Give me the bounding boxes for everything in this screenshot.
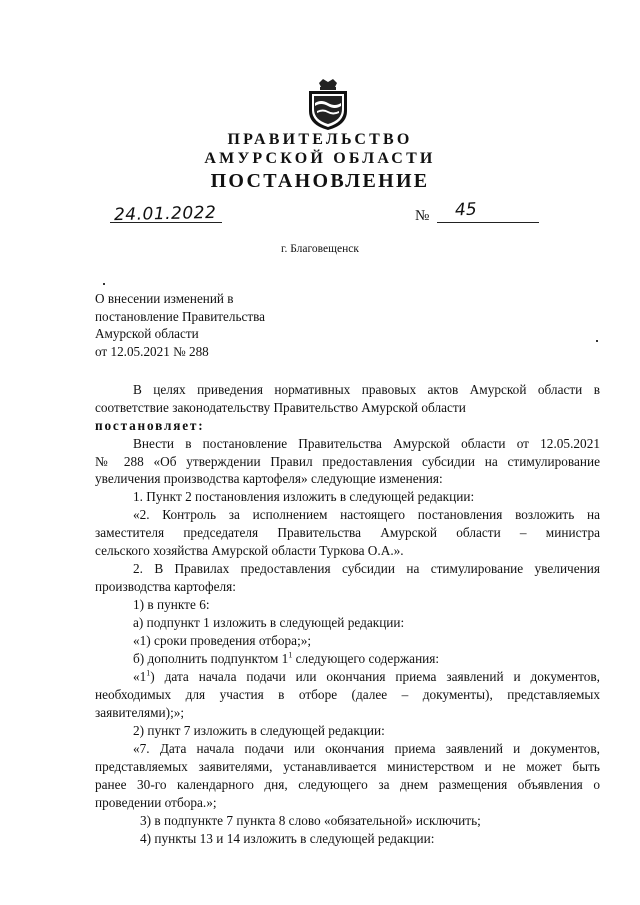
body-line: ранее 30-го календарного дня, следующего за днем размещения объявления о xyxy=(95,777,600,792)
body-line: 2) пункт 7 изложить в следующей редакции: xyxy=(133,723,385,738)
subject-line: Амурской области xyxy=(95,326,199,341)
body-line: необходимых для участия в отборе (далее – документы), представляемых xyxy=(95,687,600,702)
body-line: соответствие законодательству Правительство Амурской области xyxy=(95,400,466,415)
document-subject xyxy=(95,290,265,360)
body-line: 1. Пункт 2 постановления изложить в следующей редакции: xyxy=(133,489,475,504)
body-line: 2. В Правилах предоставления субсидии на стимулирование увеличения xyxy=(133,561,600,576)
body-line: представляемых заявителями, устанавливается министерством и не может быть xyxy=(95,759,600,774)
body-line: «2. Контроль за исполнением настоящего постановления возложить на xyxy=(133,507,600,522)
superscript: 1 xyxy=(146,668,151,678)
number-underline xyxy=(437,222,539,223)
scan-speck xyxy=(596,340,598,342)
subject-line: от 12.05.2021 № 288 xyxy=(95,343,209,359)
body-line: № 288 «Об утверждении Правил предоставления субсидии на стимулирование xyxy=(95,454,600,469)
header-government: ПРАВИТЕЛЬСТВО xyxy=(227,131,413,148)
body-line: производства картофеля: xyxy=(95,579,236,594)
coat-of-arms-icon xyxy=(305,77,351,131)
body-line-part: следующего содержания: xyxy=(292,651,440,666)
body-line xyxy=(95,669,600,684)
body-line: проведении отбора.»; xyxy=(95,795,217,810)
body-line-part: б) дополнить подпунктом 1 xyxy=(133,651,289,666)
body-line: увеличения производства картофеля» следующие изменения: xyxy=(95,471,443,486)
body-line: заместителя председателя Правительства Амурской области – министра xyxy=(95,525,600,540)
body-line: заявителями);»; xyxy=(95,705,185,720)
body-line: сельского хозяйства Амурской области Туркова О.А.». xyxy=(95,543,404,558)
body-line: Внести в постановление Правительства Амурской области от 12.05.2021 xyxy=(133,436,600,451)
subject-line: постановление Правительства xyxy=(95,308,266,324)
body-line: 1) в пункте 6: xyxy=(133,597,210,612)
date-underline xyxy=(110,222,222,223)
body-line-part: ) дата начала подачи или окончания приема заявлений и документов, xyxy=(150,669,600,684)
body-line: 3) в подпункте 7 пункта 8 слово «обязательной» исключить; xyxy=(140,813,481,828)
body-line: 4) пункты 13 и 14 изложить в следующей редакции: xyxy=(140,831,435,846)
body-line-part: «1 xyxy=(133,669,147,684)
number-sign: № xyxy=(415,208,430,224)
document-date: 24.01.2022 xyxy=(113,202,217,226)
document-type-title: ПОСТАНОВЛЕНИЕ xyxy=(210,170,430,192)
resolves-word: постановляет: xyxy=(95,418,205,433)
subject-line: О внесении изменений в xyxy=(95,291,234,306)
body-line: В целях приведения нормативных правовых актов Амурской области в xyxy=(133,382,600,397)
document-number: 45 xyxy=(454,199,478,221)
city-label: г. Благовещенск xyxy=(281,243,359,255)
header-region: АМУРСКОЙ ОБЛАСТИ xyxy=(204,150,436,167)
scan-speck xyxy=(103,283,105,285)
body-line: «1) сроки проведения отбора;»; xyxy=(133,633,312,648)
body-line: «7. Дата начала подачи или окончания приема заявлений и документов, xyxy=(133,741,600,756)
superscript: 1 xyxy=(288,650,293,660)
body-line: а) подпункт 1 изложить в следующей редакции: xyxy=(133,615,405,630)
body-line xyxy=(95,651,600,666)
